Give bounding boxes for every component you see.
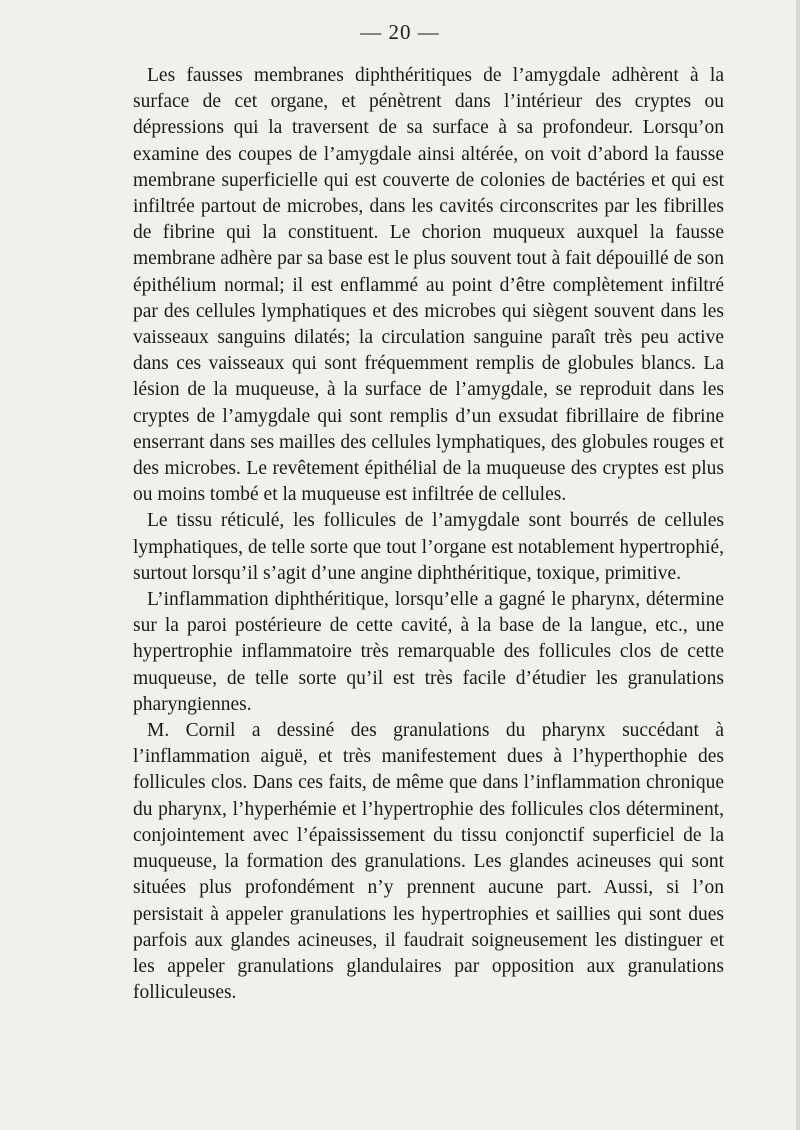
page-number: — 20 — xyxy=(360,20,440,44)
paragraph-2: Le tissu réticulé, les follicules de l’amygdale sont bourrés de cellules lymphatiques, de telle sorte que tout l’organe est notablement hypertrophié, surtout lorsqu’il s’agit d’une angine diphthéritique, toxique, primitive. xyxy=(133,510,724,584)
paragraph-3: L’inflammation diphthéritique, lorsqu’elle a gagné le pharynx, détermine sur la paroi postérieure de cette cavité, à la base de la langue, etc., une hypertrophie inflammatoire très remarquable des follicules clos de cette muqueuse, de telle sorte qu’il est très facile d’étudier les granulations pharyngiennes. xyxy=(133,589,724,715)
paragraph-4: M. Cornil a dessiné des granulations du pharynx succédant à l’inflammation aiguë, et très manifestement dues à l’hyperthophie des follicules clos. Dans ces faits, de même que dans l’inflammation chronique du pharynx, l’hyperhémie et l’hypertrophie des follicules clos déterminent, conjointement avec l’épaississement du tissu conjonctif superficiel de la muqueuse, la formation des granulations. Les glandes acineuses qui sont situées plus profondément n’y prennent aucune part. Aussi, si l’on persistait à appeler granulations les hypertrophies et saillies qui sont dues parfois aux glandes acineuses, il faudrait soigneusement les distinguer et les appeler granulations glandulaires par opposition aux granulations folliculeuses. xyxy=(133,720,724,1004)
body-text xyxy=(133,63,724,1006)
paragraph-1: Les fausses membranes diphthéritiques de l’amygdale adhèrent à la surface de cet organe, et pénètrent dans l’intérieur des cryptes ou dépressions qui la traversent de sa surface à sa profondeur. Lorsqu’on examine des coupes de l’amygdale ainsi altérée, on voit d’abord la fausse membrane superficielle qui est couverte de colonies de bactéries et qui est infiltrée partout de microbes, dans les cavités circonscrites par les fibrilles de fibrine qui la constituent. Le chorion muqueux auxquel la fausse membrane adhère par sa base est le plus souvent tout à fait dépouillé de son épithélium normal; il est enflammé au point d’être complètement infiltré par des cellules lymphatiques et des microbes qui siègent souvent dans les vaisseaux sanguins dilatés; la circulation sanguine paraît très peu active dans ces vaisseaux qui sont fréquemment remplis de globules blancs. La lésion de la muqueuse, à la surface de l’amygdale, se reproduit dans les cryptes de l’amygdale qui sont remplis d’un exsudat fibrillaire de fibrine enserrant dans ses mailles des cellules lymphatiques, des globules rouges et des microbes. Le revêtement épithélial de la muqueuse des cryptes est plus ou moins tombé et la muqueuse est infiltrée de cellules. xyxy=(133,65,724,506)
page-edge-shadow xyxy=(796,0,800,1130)
